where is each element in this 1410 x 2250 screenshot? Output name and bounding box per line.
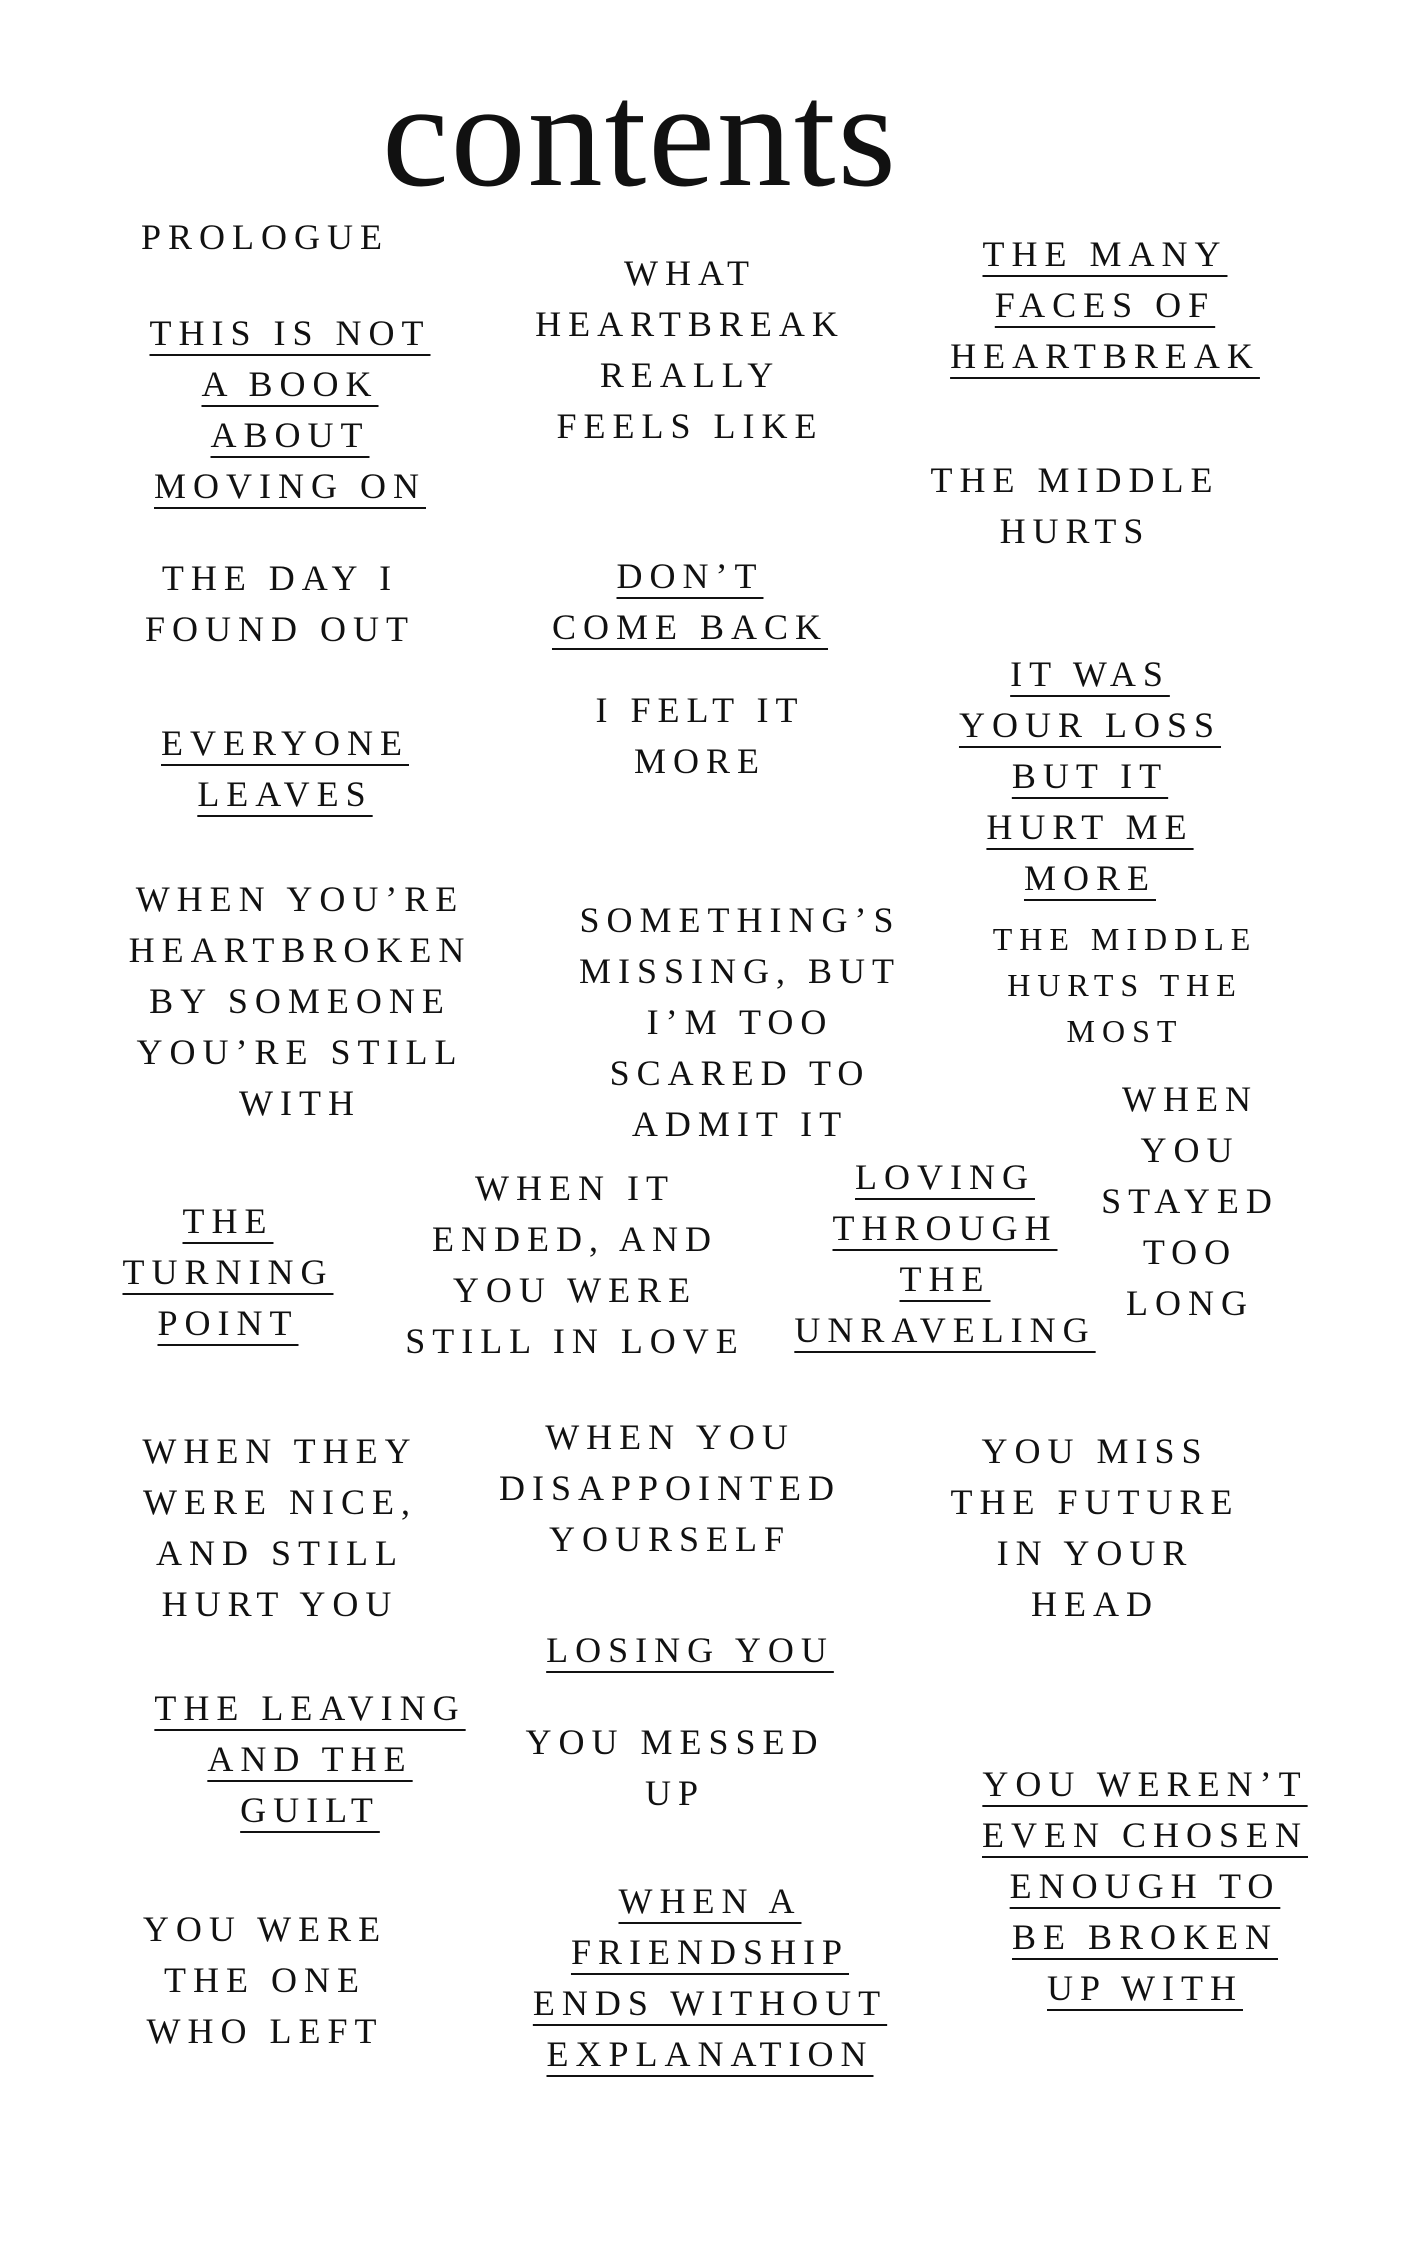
entry-line: WERE NICE,	[143, 1482, 417, 1522]
entry-line: HURTS THE	[1007, 967, 1243, 1003]
entry-line: AND THE	[207, 1739, 413, 1779]
entry-line: WHEN	[1122, 1079, 1258, 1119]
entry-line: LOSING YOU	[546, 1630, 834, 1670]
entry-line: DON’T	[616, 556, 764, 596]
entry-line: I’M TOO	[646, 1002, 834, 1042]
entry-line: MORE	[1023, 858, 1156, 898]
entry-line: EVERYONE	[161, 723, 409, 763]
entry-line: THE LEAVING	[154, 1688, 466, 1728]
entry-you-messed-up[interactable]	[515, 1717, 835, 1819]
entry-line: WHAT	[624, 253, 756, 293]
entry-when-you-disappointed-yourself[interactable]	[480, 1412, 860, 1565]
entry-line: I FELT IT	[595, 690, 805, 730]
entry-line: THROUGH	[832, 1208, 1058, 1248]
entry-line: THE	[182, 1201, 274, 1241]
entry-line: GUILT	[240, 1790, 380, 1830]
entry-line: YOU WERE	[452, 1270, 698, 1310]
entry-line: AND STILL	[156, 1533, 404, 1573]
entry-you-were-the-one-who-left[interactable]	[115, 1904, 415, 2057]
entry-line: YOURSELF	[548, 1519, 792, 1559]
entry-line: HEARTBREAK	[535, 304, 845, 344]
entry-line: LOVING	[855, 1157, 1035, 1197]
entry-line: TOO	[1142, 1232, 1238, 1272]
entry-line: HEARTBREAK	[950, 336, 1260, 376]
entry-line: MISSING, BUT	[578, 951, 902, 991]
entry-line: HEARTBROKEN	[128, 930, 472, 970]
entry-line: YOU WEREN’T	[982, 1764, 1308, 1804]
entry-line: BE BROKEN	[1011, 1917, 1278, 1957]
entry-line: DISAPPOINTED	[498, 1468, 841, 1508]
entry-line: POINT	[157, 1303, 299, 1343]
entry-when-you-stayed-too-long[interactable]	[1080, 1074, 1300, 1329]
entry-heartbroken-by-someone[interactable]	[105, 874, 495, 1129]
entry-line: HURT ME	[986, 807, 1194, 847]
entry-line: WHEN YOU’RE	[135, 879, 465, 919]
entry-line: HURT YOU	[161, 1584, 399, 1624]
entry-line: MOVING ON	[154, 466, 426, 506]
entry-line: FEELS LIKE	[556, 406, 824, 446]
entry-line: FRIENDSHIP	[570, 1932, 850, 1972]
entry-line: STILL IN LOVE	[405, 1321, 745, 1361]
entry-when-a-friendship-ends[interactable]	[510, 1876, 910, 2080]
entry-line: FACES OF	[994, 285, 1216, 325]
entry-line: ENDED, AND	[432, 1219, 718, 1259]
entry-line: TURNING	[122, 1252, 334, 1292]
entry-everyone-leaves[interactable]	[130, 718, 440, 820]
entry-line: EVEN CHOSEN	[982, 1815, 1308, 1855]
entry-line: THIS IS NOT	[149, 313, 431, 353]
entry-line: SCARED TO	[609, 1053, 871, 1093]
entry-line: WHEN IT	[475, 1168, 675, 1208]
entry-line: WHEN YOU	[545, 1417, 795, 1457]
entry-line: IN YOUR	[996, 1533, 1194, 1573]
entry-line: REALLY	[599, 355, 781, 395]
entry-line: THE MANY	[982, 234, 1228, 274]
entry-i-felt-it-more[interactable]	[560, 685, 840, 787]
entry-the-many-faces-of-heartbreak[interactable]	[925, 229, 1285, 382]
entry-line: BY SOMEONE	[149, 981, 451, 1021]
entry-you-miss-the-future[interactable]	[925, 1426, 1265, 1630]
entry-line: FOUND OUT	[145, 609, 415, 649]
entry-line: WHEN A	[618, 1881, 802, 1921]
entry-line: IT WAS	[1010, 654, 1170, 694]
entry-line: ENOUGH TO	[1009, 1866, 1281, 1906]
entry-line: YOU WERE	[142, 1909, 388, 1949]
entry-the-turning-point[interactable]	[98, 1196, 358, 1349]
entry-line: UP	[644, 1773, 706, 1813]
entry-the-middle-hurts[interactable]	[910, 455, 1240, 557]
entry-line: BUT IT	[1011, 756, 1169, 796]
entry-line: COME BACK	[551, 607, 829, 647]
entry-line: EXPLANATION	[546, 2034, 874, 2074]
entry-line: YOU MISS	[981, 1431, 1209, 1471]
entry-line: ENDS WITHOUT	[532, 1983, 888, 2023]
entry-line: YOU’RE STILL	[136, 1032, 464, 1072]
entry-line: LONG	[1126, 1283, 1254, 1323]
entry-the-day-i-found-out[interactable]	[115, 553, 445, 655]
entry-line: HEAD	[1031, 1584, 1159, 1624]
entry-dont-come-back[interactable]	[530, 551, 850, 653]
entry-line: THE	[899, 1259, 991, 1299]
entry-line: SOMETHING’S	[579, 900, 901, 940]
entry-prologue[interactable]	[110, 212, 420, 263]
entry-line: THE DAY I	[161, 558, 399, 598]
entry-line: THE ONE	[164, 1960, 366, 2000]
entry-line: THE FUTURE	[950, 1482, 1240, 1522]
entry-line: ADMIT IT	[631, 1104, 849, 1144]
entry-line: LEAVES	[197, 774, 373, 814]
entry-it-was-your-loss[interactable]	[925, 649, 1255, 904]
entry-line: YOUR LOSS	[958, 705, 1222, 745]
entry-line: UNRAVELING	[794, 1310, 1096, 1350]
entry-somethings-missing[interactable]	[560, 895, 920, 1150]
entry-loving-through-the-unraveling[interactable]	[775, 1152, 1115, 1356]
entry-line: WITH	[239, 1083, 361, 1123]
entry-line: PROLOGUE	[140, 217, 389, 257]
entry-line: UP WITH	[1047, 1968, 1243, 2008]
entry-the-middle-hurts-the-most[interactable]	[970, 916, 1280, 1054]
entry-you-werent-even-chosen[interactable]	[945, 1759, 1345, 2014]
entry-line: WHO LEFT	[146, 2011, 384, 2051]
entry-line: MORE	[633, 741, 766, 781]
entry-line: THE MIDDLE	[930, 460, 1220, 500]
entry-line: HURTS	[999, 511, 1151, 551]
entry-line: YOU MESSED	[525, 1722, 825, 1762]
entry-line: WHEN THEY	[142, 1431, 418, 1471]
entry-line: STAYED	[1101, 1181, 1279, 1221]
entry-line: MOST	[1066, 1013, 1184, 1049]
entry-line: A BOOK	[201, 364, 379, 404]
entry-not-a-book-about-moving-on[interactable]	[120, 308, 460, 512]
entry-when-they-were-nice[interactable]	[115, 1426, 445, 1630]
entry-what-heartbreak-really-feels-like[interactable]	[520, 248, 860, 452]
entry-losing-you[interactable]	[530, 1625, 850, 1676]
entry-line: ABOUT	[210, 415, 370, 455]
page-title: contents	[382, 52, 898, 218]
entry-line: THE MIDDLE	[992, 921, 1258, 957]
entry-line: YOU	[1140, 1130, 1240, 1170]
entry-when-it-ended[interactable]	[390, 1163, 760, 1367]
entry-the-leaving-and-the-guilt[interactable]	[120, 1683, 500, 1836]
